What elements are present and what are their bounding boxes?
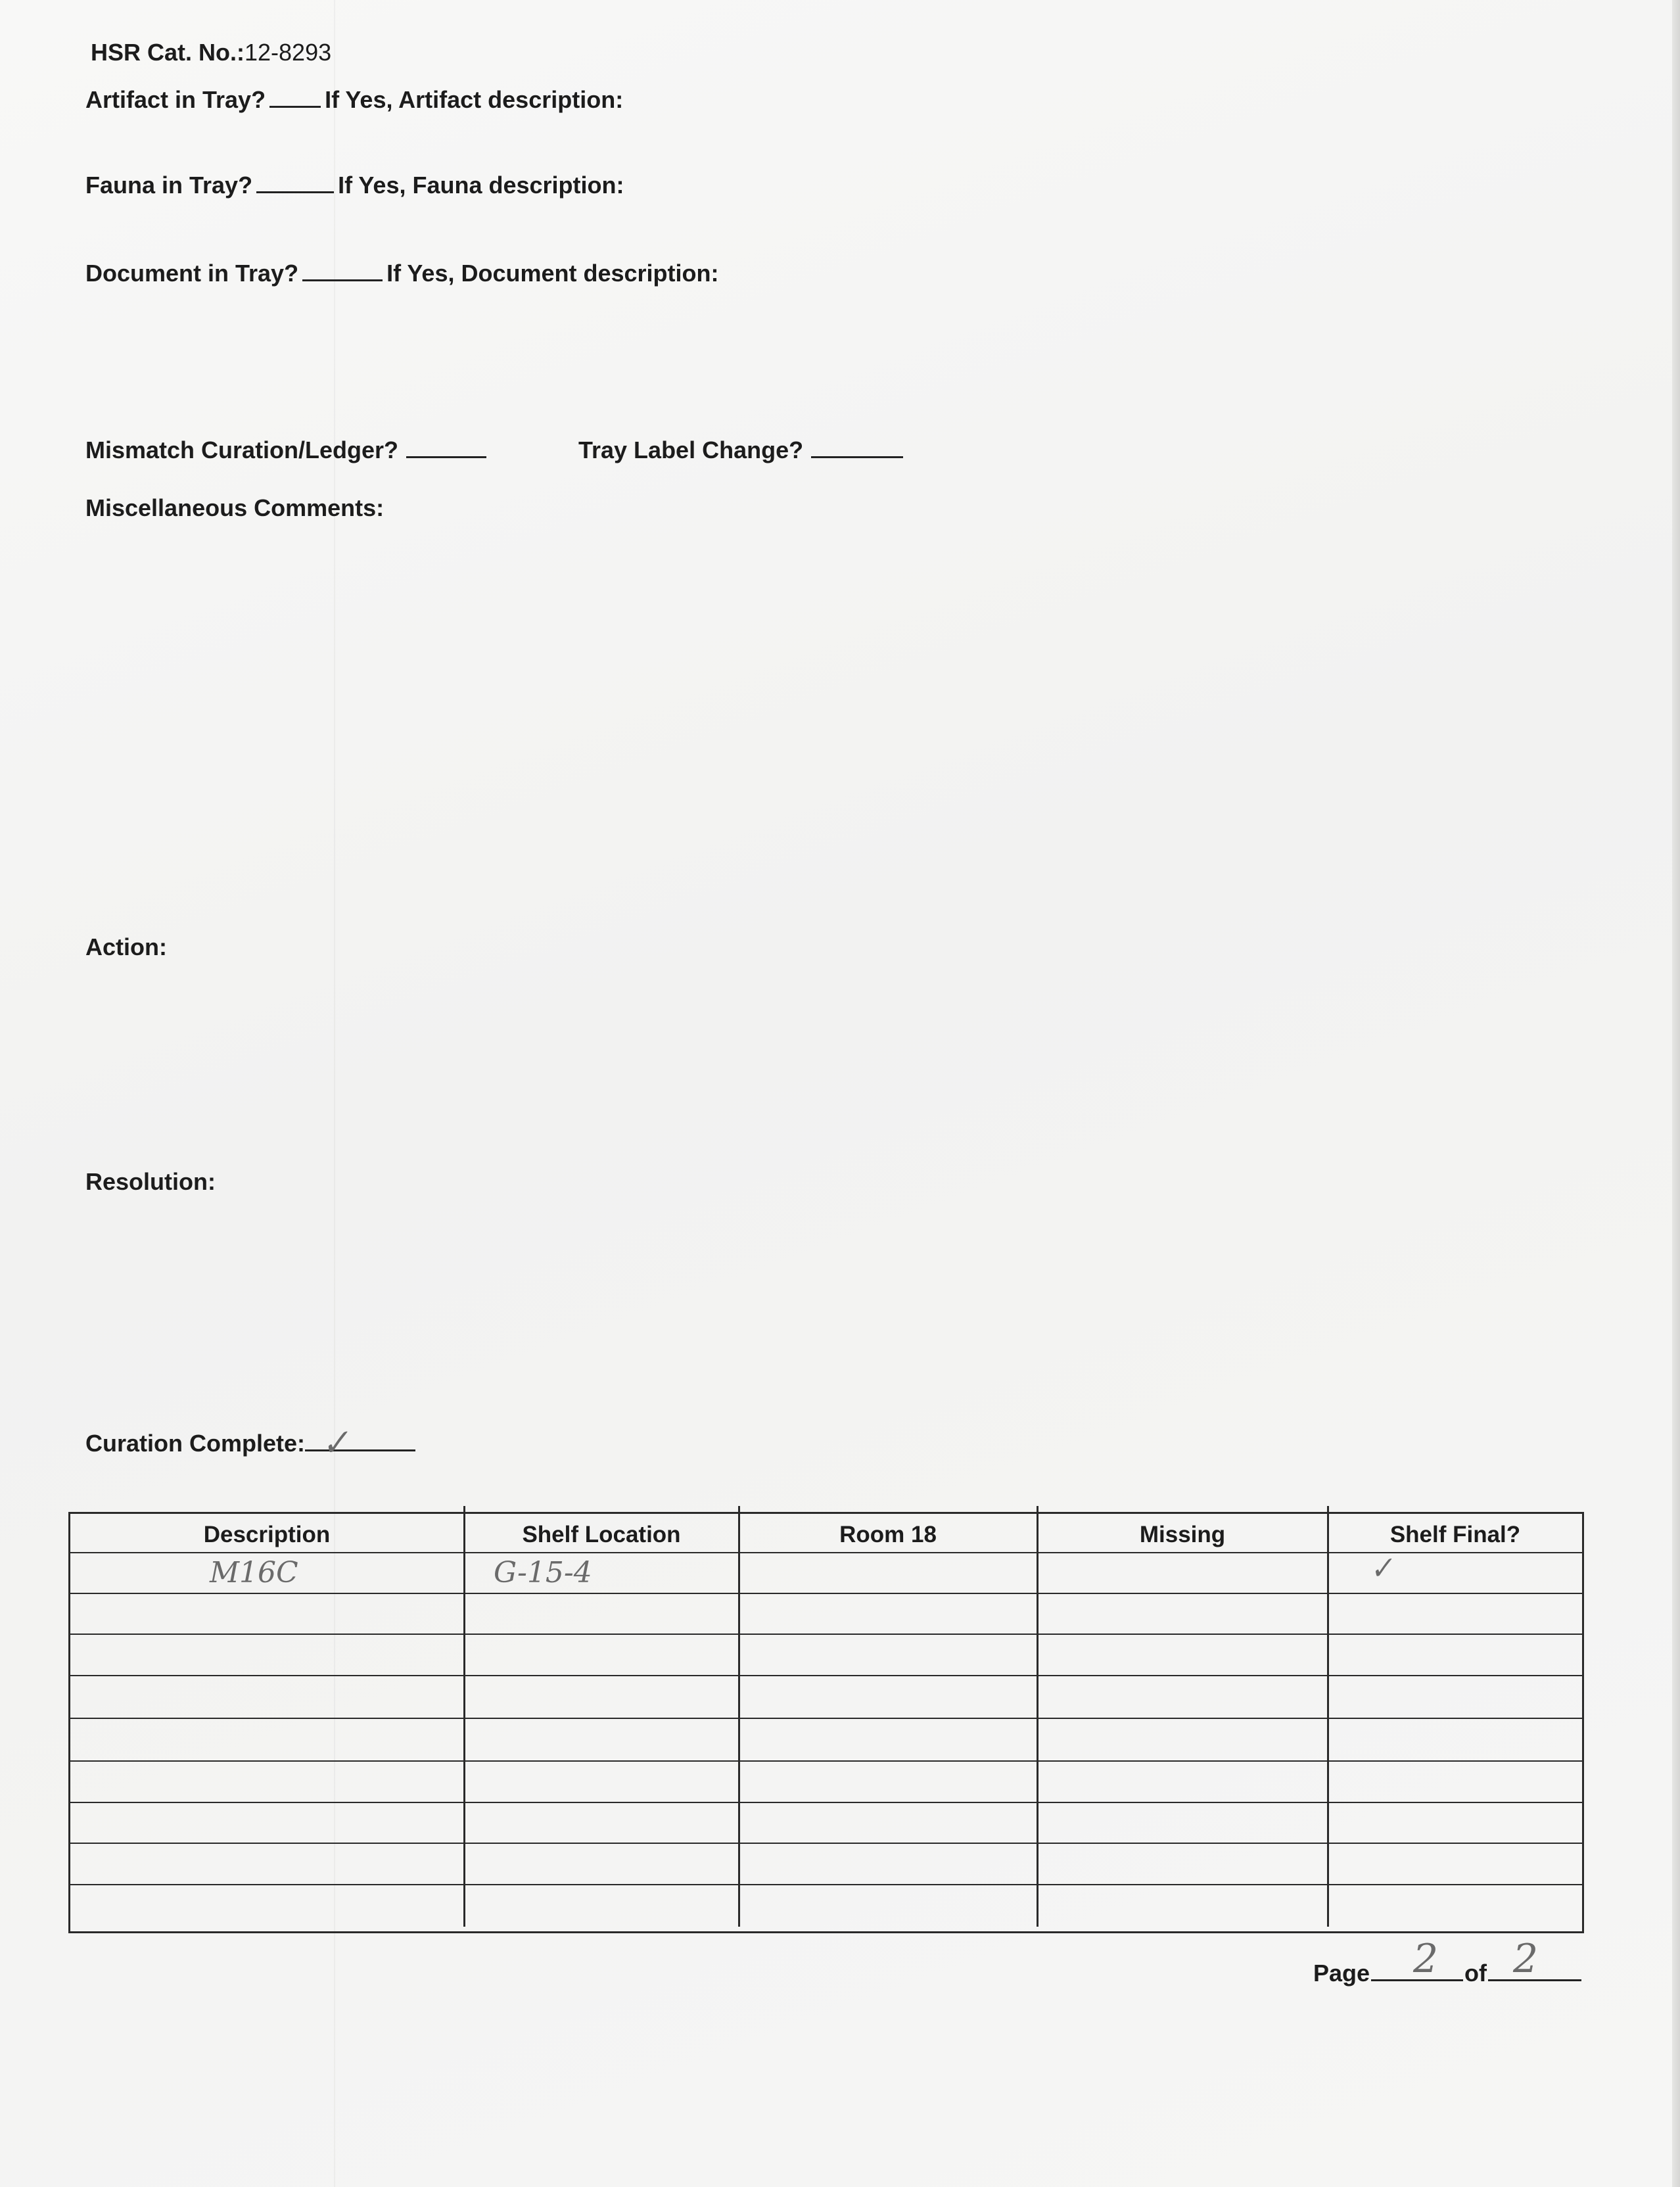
artifact-question: Artifact in Tray? (85, 86, 266, 113)
table-row-divider (70, 1634, 1582, 1635)
artifact-row (85, 88, 623, 112)
tray-label-question: Tray Label Change? (578, 436, 804, 463)
mismatch-question: Mismatch Curation/Ledger? (85, 436, 399, 463)
table-row-divider (70, 1802, 1582, 1803)
header-room-18: Room 18 (839, 1522, 937, 1547)
header-missing: Missing (1139, 1522, 1226, 1547)
hsr-cat-row (91, 41, 331, 64)
page-edge (1672, 0, 1680, 2187)
resolution-label: Resolution: (85, 1168, 216, 1195)
fauna-question: Fauna in Tray? (85, 172, 253, 199)
curation-complete-check: ✓ (318, 1422, 352, 1465)
document-answer-blank[interactable] (302, 278, 383, 281)
header-shelf-final: Shelf Final? (1389, 1522, 1521, 1547)
header-shelf-location: Shelf Location (522, 1522, 681, 1547)
hsr-cat-value: 12-8293 (245, 39, 332, 66)
artifact-description-label: If Yes, Artifact description: (325, 86, 624, 113)
page-counter (1313, 1962, 1583, 1985)
tray-label-row (578, 438, 907, 462)
page-label: Page (1313, 1960, 1370, 1987)
artifact-answer-blank[interactable] (269, 105, 321, 108)
inventory-table (68, 1512, 1584, 1933)
row-1-description: M16C (210, 1556, 298, 1589)
page-number-value: 2 (1413, 1936, 1439, 1982)
table-row-divider (70, 1718, 1582, 1719)
of-label: of (1464, 1960, 1487, 1987)
table-column-divider (738, 1506, 740, 1927)
fauna-description-label: If Yes, Fauna description: (338, 172, 624, 199)
hsr-cat-label: HSR Cat. No.: (91, 39, 245, 66)
table-row-divider (70, 1884, 1582, 1885)
table-row-divider (70, 1843, 1582, 1844)
action-label: Action: (85, 933, 167, 960)
table-column-divider (1327, 1506, 1329, 1927)
table-column-divider (463, 1506, 465, 1927)
document-row (85, 262, 719, 285)
document-question: Document in Tray? (85, 260, 299, 287)
table-row-divider (70, 1675, 1582, 1676)
tray-label-answer-blank[interactable] (811, 455, 903, 458)
mismatch-row (85, 438, 490, 462)
curation-complete-row (85, 1432, 419, 1455)
page-total-value: 2 (1513, 1936, 1539, 1982)
curation-complete-label: Curation Complete: (85, 1430, 306, 1457)
fauna-answer-blank[interactable] (256, 190, 334, 193)
table-row-divider (70, 1593, 1582, 1594)
fauna-row (85, 174, 624, 197)
row-1-shelf-final: ✓ (1366, 1550, 1396, 1587)
misc-comments-label: Miscellaneous Comments: (85, 494, 385, 521)
header-description: Description (203, 1522, 331, 1547)
document-description-label: If Yes, Document description: (386, 260, 719, 287)
table-row-divider (70, 1760, 1582, 1762)
table-column-divider (1037, 1506, 1038, 1927)
row-1-shelf-location: G-15-4 (494, 1556, 592, 1589)
table-header-divider (70, 1552, 1582, 1553)
mismatch-answer-blank[interactable] (406, 455, 486, 458)
